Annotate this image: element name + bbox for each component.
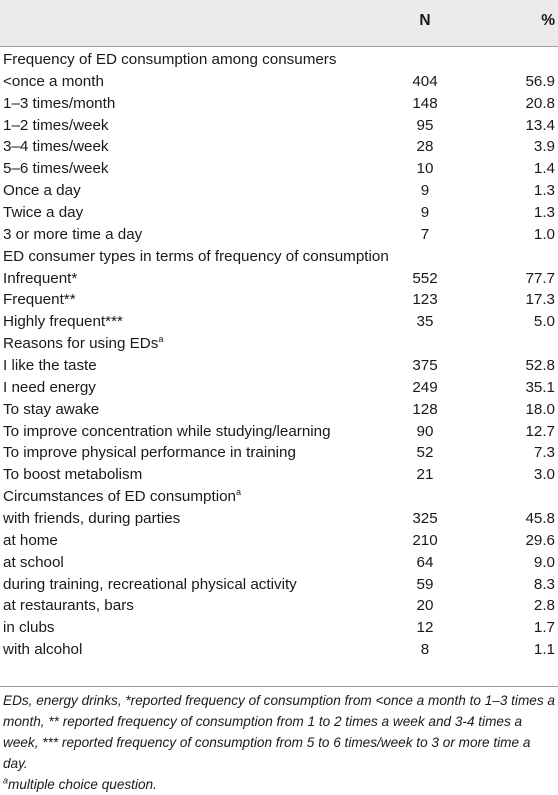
- row-label-superscript: a: [235, 487, 241, 498]
- table-row: [0, 136, 558, 158]
- table-footnotes: [3, 690, 555, 795]
- table-row: [0, 180, 558, 202]
- row-label-text: with alcohol: [3, 641, 83, 659]
- row-percent-value: 18.0: [525, 400, 555, 418]
- row-label-text: at home: [3, 531, 58, 549]
- row-label: [3, 289, 76, 311]
- row-percent-value: 45.8: [525, 510, 555, 528]
- row-label-superscript: a: [158, 334, 164, 345]
- row-label: [3, 93, 115, 115]
- row-label-text: at restaurants, bars: [3, 597, 134, 615]
- row-label: [3, 595, 134, 617]
- table-section-row: [0, 49, 558, 71]
- row-label: [3, 355, 97, 377]
- row-n-value: 128: [412, 400, 438, 418]
- row-n-value: 249: [412, 378, 438, 396]
- table-row: [0, 639, 558, 661]
- table-bottom-divider: [0, 686, 558, 687]
- table-row: [0, 399, 558, 421]
- table-row: [0, 442, 558, 464]
- row-label-text: Twice a day: [3, 204, 84, 222]
- row-percent-value: 7.3: [533, 444, 555, 462]
- table-row: [0, 530, 558, 552]
- row-label: [3, 202, 83, 224]
- row-percent-value: 1.4: [533, 160, 555, 178]
- row-percent-value: 9.0: [533, 553, 555, 571]
- row-percent-value: 52.8: [525, 357, 555, 375]
- row-label: [3, 180, 81, 202]
- row-label-text: in clubs: [3, 619, 55, 637]
- row-label-text: Circumstances of ED consumption: [3, 488, 236, 506]
- row-label: [3, 639, 82, 661]
- row-label-text: at school: [3, 553, 64, 571]
- row-label-text: I like the taste: [3, 357, 97, 375]
- row-label-text: To improve concentration while studying/learning: [3, 422, 331, 440]
- row-n-value: 9: [420, 204, 430, 222]
- row-percent-value: 5.0: [533, 313, 555, 331]
- row-label-text: Frequent**: [3, 291, 76, 309]
- footnote-abbreviations: EDs, energy drinks, *reported frequency of consumption from <once a month to 1–3 times a month, ** reported frequency of consumption from 1 to 2 times a week and 3-4 times a week, *** reported frequency of consumption from 5 to 6 times/week to 3 or more time a day.: [3, 693, 555, 771]
- row-label-text: during training, recreational physical activity: [3, 575, 297, 593]
- table-header: [0, 0, 558, 46]
- table-row: [0, 311, 558, 333]
- row-label: [3, 311, 123, 333]
- row-n-value: 35: [416, 313, 434, 331]
- row-n-value: 52: [416, 444, 434, 462]
- row-label: [3, 530, 58, 552]
- row-label: [3, 399, 99, 421]
- table-section-row: [0, 246, 558, 268]
- row-percent-value: 35.1: [525, 378, 555, 396]
- row-label-text: <once a month: [3, 72, 104, 90]
- row-label-text: with friends, during parties: [3, 510, 181, 528]
- row-percent-value: 77.7: [525, 269, 555, 287]
- row-n-value: 10: [416, 160, 434, 178]
- row-label: [3, 574, 297, 596]
- row-label-text: 1–2 times/week: [3, 116, 109, 134]
- row-percent-value: 17.3: [525, 291, 555, 309]
- row-label: [3, 136, 109, 158]
- table-section-row: [0, 486, 558, 508]
- row-percent-value: 12.7: [525, 422, 555, 440]
- row-label-text: I need energy: [3, 378, 96, 396]
- row-n-value: 28: [416, 138, 434, 156]
- row-label: [3, 158, 109, 180]
- row-percent-value: 20.8: [525, 94, 555, 112]
- table-row: [0, 115, 558, 137]
- row-label: [3, 71, 104, 93]
- row-percent-value: 1.1: [533, 641, 555, 659]
- row-label-text: To improve physical performance in training: [3, 444, 296, 462]
- row-n-value: 210: [412, 531, 438, 549]
- row-label-text: 3 or more time a day: [3, 225, 143, 243]
- table-row: [0, 595, 558, 617]
- row-label: [3, 421, 331, 443]
- row-label: [3, 486, 241, 508]
- table-row: [0, 289, 558, 311]
- table-row: [0, 202, 558, 224]
- row-label-text: To stay awake: [3, 400, 100, 418]
- row-percent-value: 1.0: [533, 225, 555, 243]
- row-n-value: 59: [416, 575, 434, 593]
- row-label: [3, 333, 163, 355]
- header-n: N: [419, 12, 431, 29]
- footnote-multiple-choice-text: multiple choice question.: [8, 777, 157, 792]
- row-n-value: 375: [412, 357, 438, 375]
- row-percent-value: 1.7: [533, 619, 555, 637]
- row-percent-value: 1.3: [533, 182, 555, 200]
- row-percent-value: 3.0: [533, 466, 555, 484]
- footnote-marker: a: [3, 775, 9, 786]
- row-n-value: 8: [420, 641, 430, 659]
- table-row: [0, 508, 558, 530]
- row-label-text: 5–6 times/week: [3, 160, 109, 178]
- row-label-text: Once a day: [3, 182, 81, 200]
- row-percent-value: 1.3: [533, 204, 555, 222]
- table-row: [0, 224, 558, 246]
- row-n-value: 148: [412, 94, 438, 112]
- row-n-value: 20: [416, 597, 434, 615]
- table-row: [0, 617, 558, 639]
- row-n-value: 12: [416, 619, 434, 637]
- header-percent: %: [541, 12, 555, 29]
- row-n-value: 404: [412, 72, 438, 90]
- row-n-value: 95: [416, 116, 434, 134]
- table-row: [0, 377, 558, 399]
- row-n-value: 64: [416, 553, 434, 571]
- row-label: [3, 224, 142, 246]
- row-percent-value: 2.8: [533, 597, 555, 615]
- row-n-value: 552: [412, 269, 438, 287]
- row-label-text: To boost metabolism: [3, 466, 143, 484]
- row-n-value: 7: [420, 225, 430, 243]
- table-row: [0, 421, 558, 443]
- row-percent-value: 56.9: [525, 72, 555, 90]
- table-row: [0, 268, 558, 290]
- table-row: [0, 158, 558, 180]
- row-percent-value: 29.6: [525, 531, 555, 549]
- row-label-text: Reasons for using EDs: [3, 335, 159, 353]
- row-label: [3, 377, 96, 399]
- footnote-multiple-choice: [3, 774, 555, 795]
- row-label-text: 1–3 times/month: [3, 94, 116, 112]
- row-n-value: 21: [416, 466, 434, 484]
- row-label: [3, 552, 64, 574]
- row-label-text: Infrequent*: [3, 269, 78, 287]
- table-row: [0, 71, 558, 93]
- row-percent-value: 8.3: [533, 575, 555, 593]
- table-row: [0, 552, 558, 574]
- row-percent-value: 13.4: [525, 116, 555, 134]
- row-n-value: 325: [412, 510, 438, 528]
- row-n-value: 9: [420, 182, 430, 200]
- row-label-text: Frequency of ED consumption among consumers: [3, 51, 337, 68]
- row-label: [3, 508, 180, 530]
- table-row: [0, 574, 558, 596]
- row-percent-value: 3.9: [533, 138, 555, 156]
- row-label: [3, 268, 77, 290]
- table-section-row: [0, 333, 558, 355]
- header-divider: [0, 46, 558, 47]
- table-row: [0, 464, 558, 486]
- row-n-value: 90: [416, 422, 434, 440]
- row-label: [3, 246, 389, 268]
- row-label-text: ED consumer types in terms of frequency of consumption: [3, 247, 389, 265]
- table-row: [0, 355, 558, 377]
- row-label-text: 3–4 times/week: [3, 138, 109, 156]
- row-label: [3, 464, 142, 486]
- table-row: [0, 93, 558, 115]
- row-label: [3, 49, 336, 71]
- table-body: [0, 49, 558, 661]
- row-label-text: Highly frequent***: [3, 313, 123, 331]
- row-label: [3, 115, 109, 137]
- row-label: [3, 442, 296, 464]
- row-n-value: 123: [412, 291, 438, 309]
- row-label: [3, 617, 55, 639]
